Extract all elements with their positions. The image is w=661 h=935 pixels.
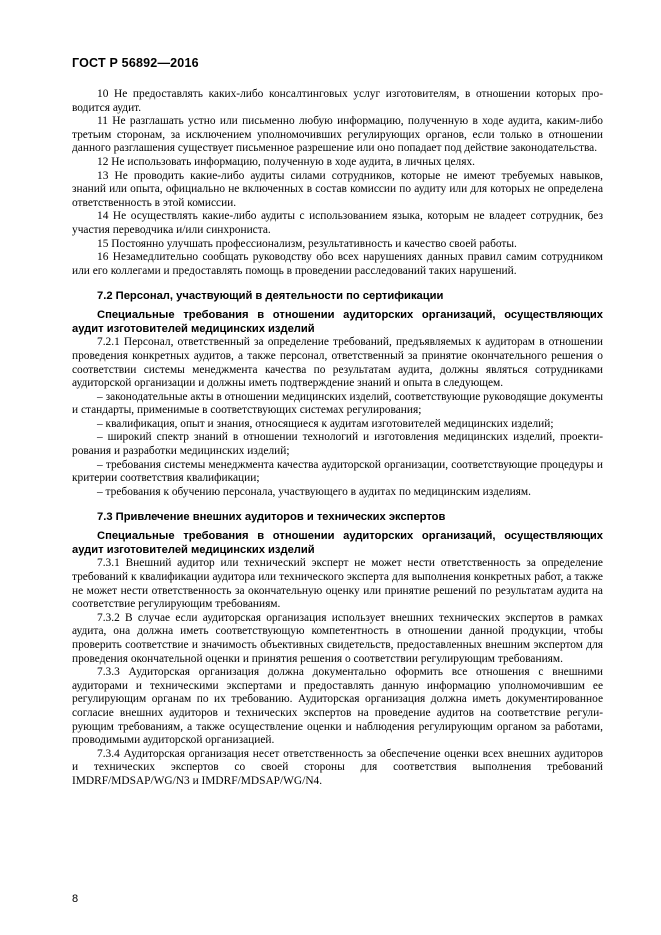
paragraph-7-2-1: 7.2.1 Персонал, ответственный за определение требований, предъявляемых к аудиторам в отношении проведения конкретных аудитов, а также персонал, ответственный за принятие окончательного решения о соответствии системы менеджмента качества по результатам аудита, должны являться сотрудниками аудиторской организации и должны иметь подтверждение знаний и опыта в следующем. <box>72 336 603 390</box>
paragraph-14: 14 Не осуществлять какие-либо аудиты с использованием языка, которым не владеет сотрудник, без участия переводчика и/или синхрониста. <box>72 210 603 236</box>
spacer <box>72 278 603 289</box>
paragraph-7-3-4: 7.3.4 Аудиторская организация несет ответственность за обеспечение оценки всех внешних аудиторов и технических экспертов со своей стороны для соответствия выполнения требований IMDRF/MDSAP/WG/N3 и IMDRF/MDSAP/WG/N4. <box>72 747 603 787</box>
paragraph-7-3-2: 7.3.2 В случае если аудиторская организация использует внешних технических экспертов в рамках аудита, она должна иметь соответствующую компетентность в отношении данной продукции, чтобы проверить соответствие и значимость объективных свидетельств, предоставленных внешним экспертом для проведения окончательной оценки и принятия решения о соответствии регулирующим требованиям. <box>72 611 603 665</box>
bullet-item: – квалификация, опыт и знания, относящиеся к аудитам изготовителей медицинских изделий; <box>97 417 554 430</box>
bullet-item: – требования системы менеджмента качества аудиторской организации, соответствующие процедуры и критерии соответствия квалификации; <box>72 458 603 485</box>
spacer <box>72 499 603 510</box>
section-subheading-7-2: Специальные требования в отношении аудиторских организаций, осуществляющих аудит изготовителей медицинских изделий <box>72 309 603 336</box>
paragraph-11: 11 Не разглашать устно или письменно любую информацию, полученную в ходе аудита, каким-либо третьим сторонам, за исключением уполномочивших регулирующих органов, если только в отношении данного разглашения существует письменное разрешение или оно попадает под действие законодательства. <box>72 115 603 155</box>
page-number: 8 <box>72 893 79 905</box>
paragraph-7-3-1: 7.3.1 Внешний аудитор или технический эксперт не может нести ответственность за определение требований к квалификации аудитора или технического эксперта для выполнения конкретных работ, а также не может нести ответственность за окончательную оценку или принятие решений по результатам аудита на соответствие регулирующим требованиям. <box>72 557 603 611</box>
paragraph-10: 10 Не предоставлять каких-либо консалтинговых услуг изготовителям, в отношении которых проводится аудит. <box>72 88 603 114</box>
page-header: ГОСТ Р 56892—2016 <box>72 56 199 70</box>
paragraph-16: 16 Незамедлительно сообщать руководству обо всех нарушениях данных правил самим сотрудником или его коллегами и предоставлять помощь в проведении расследований таких нарушений. <box>72 251 603 277</box>
section-subheading-7-3: Специальные требования в отношении аудиторских организаций, осуществляющих аудит изготовителей медицинских изделий <box>72 530 603 557</box>
paragraph-7-3-3: 7.3.3 Аудиторская организация должна документально оформить все отношения с внешними аудиторами и техническими экспертами и предоставлять данную информацию уполномочившим ее регулирующим органам по их требованию. Аудиторская организация должна иметь документированное согласие внешних аудиторов и технических экспертов на проведение аудитов на соответствие регулирующим требованиям, а также осуществление оценки и наблюдения регулирующим органом за работами, проводимыми аудиторской организацией. <box>72 666 603 747</box>
bullet-item: – законодательные акты в отношении медицинских изделий, соответствующие руководящие документы и стандарты, применимые в соответствующих системах регулирования; <box>72 390 603 417</box>
paragraph-15: 15 Постоянно улучшать профессионализм, результативность и качество своей работы. <box>97 237 517 250</box>
bullet-item: – широкий спектр знаний в отношении технологий и изготовления медицинских изделий, проектирования и разработки медицинских изделий; <box>72 431 603 458</box>
section-heading-7-2: 7.2 Персонал, участвующий в деятельности по сертификации <box>97 290 444 303</box>
paragraph-12: 12 Не использовать информацию, полученную в ходе аудита, в личных целях. <box>97 155 476 168</box>
section-heading-7-3: 7.3 Привлечение внешних аудиторов и технических экспертов <box>97 511 446 524</box>
paragraph-13: 13 Не проводить какие-либо аудиты силами сотрудников, которые не имеют требуемых навыков, знаний или опыта, официально не включенных в состав комиссии по аудиту или для которых не определена ответственность в этой комиссии. <box>72 169 603 209</box>
bullet-item: – требования к обучению персонала, участвующего в аудитах по медицинским изделиям. <box>97 485 531 498</box>
document-body <box>72 88 603 789</box>
